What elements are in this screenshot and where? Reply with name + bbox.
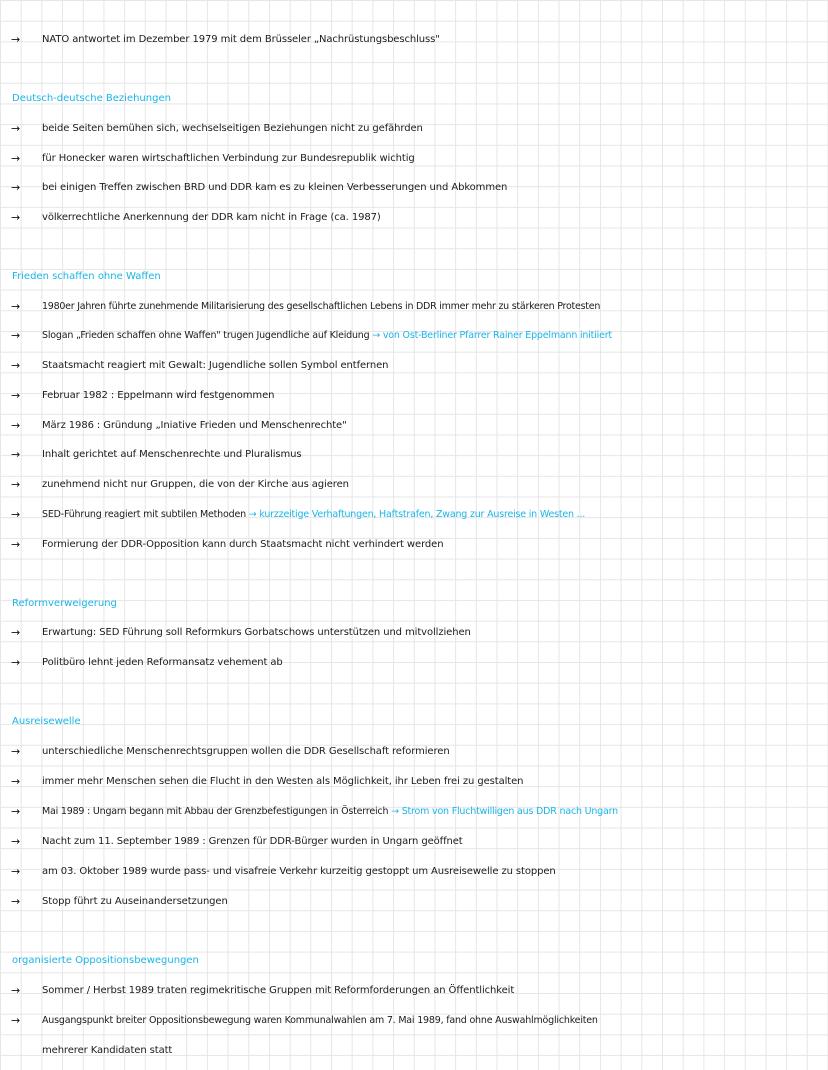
arrow-bullet-icon: →: [11, 180, 21, 194]
list-item: [0, 741, 828, 761]
arrow-bullet-icon: →: [11, 447, 21, 461]
arrow-bullet-icon: →: [11, 1013, 21, 1027]
list-item-text: unterschiedliche Menschenrechtsgruppen wollen die DDR Gesellschaft reformieren: [42, 745, 450, 757]
list-item-highlight: → kurzzeitige Verhaftungen, Haftstrafen, Zwang zur Ausreise in Westen ...: [248, 508, 586, 520]
arrow-bullet-icon: →: [11, 477, 21, 491]
section-heading-reformverweigerung: Reformverweigerung: [12, 597, 117, 609]
list-item: [0, 534, 828, 554]
list-item: [0, 148, 828, 168]
arrow-bullet-icon: →: [11, 358, 21, 372]
arrow-bullet-icon: →: [11, 774, 21, 788]
list-item-text: Stopp führt zu Auseinandersetzungen: [42, 895, 228, 907]
list-item: [0, 118, 828, 138]
arrow-bullet-icon: →: [11, 388, 21, 402]
arrow-bullet-icon: →: [11, 537, 21, 551]
list-item-main-text: SED-Führung reagiert mit subtilen Methoden: [42, 508, 246, 520]
arrow-bullet-icon: →: [11, 121, 21, 135]
list-item: [0, 622, 828, 642]
list-item: [0, 980, 828, 1000]
section-heading-organisierte-oppositionsbewegungen: organisierte Oppositionsbewegungen: [12, 954, 199, 966]
list-item-text: völkerrechtliche Anerkennung der DDR kam nicht in Frage (ca. 1987): [42, 211, 381, 223]
list-item-text: [42, 806, 618, 817]
arrow-bullet-icon: →: [11, 894, 21, 908]
list-item: [0, 385, 828, 405]
list-item-highlight: → Strom von Fluchtwilligen aus DDR nach Ungarn: [391, 805, 618, 817]
list-item-text: [42, 509, 585, 520]
list-item: [0, 1010, 828, 1030]
list-item: [0, 296, 828, 316]
list-item: [0, 891, 828, 911]
list-item-text: Ausgangspunkt breiter Oppositionsbewegung waren Kommunalwahlen am 7. Mai 1989, fand ohne Auswahlmöglichkeiten: [42, 1014, 598, 1026]
list-item-text: März 1986 : Gründung „Iniative Frieden und Menschenrechte": [42, 419, 347, 431]
arrow-bullet-icon: →: [11, 328, 21, 342]
arrow-bullet-icon: →: [11, 655, 21, 669]
list-item: [0, 444, 828, 464]
list-item-text: Februar 1982 : Eppelmann wird festgenommen: [42, 389, 275, 401]
list-item-highlight: → von Ost-Berliner Pfarrer Rainer Eppelmann initiiert: [372, 329, 612, 341]
list-item-text: Formierung der DDR-Opposition kann durch Staatsmacht nicht verhindert werden: [42, 538, 444, 550]
arrow-bullet-icon: →: [11, 32, 21, 46]
list-item-text: beide Seiten bemühen sich, wechselseitigen Beziehungen nicht zu gefährden: [42, 122, 423, 134]
list-item: [0, 831, 828, 851]
list-item-main-text: Slogan „Frieden schaffen ohne Waffen" trugen Jugendliche auf Kleidung: [42, 329, 370, 341]
list-item-text: [42, 330, 612, 341]
section-heading-frieden-schaffen: Frieden schaffen ohne Waffen: [12, 270, 161, 282]
list-item-text: NATO antwortet im Dezember 1979 mit dem Brüsseler „Nachrüstungsbeschluss": [42, 33, 440, 45]
arrow-bullet-icon: →: [11, 210, 21, 224]
list-item-continuation: [0, 1040, 828, 1060]
list-item: [0, 177, 828, 197]
arrow-bullet-icon: →: [11, 151, 21, 165]
list-item-text: 1980er Jahren führte zunehmende Militarisierung des gesellschaftlichen Lebens in DDR immer mehr zu stärkeren Protesten: [42, 300, 601, 312]
list-item-main-text: Mai 1989 : Ungarn begann mit Abbau der Grenzbefestigungen in Österreich: [42, 805, 389, 817]
list-item: [0, 355, 828, 375]
arrow-bullet-icon: →: [11, 507, 21, 521]
section-heading-ausreisewelle: Ausreisewelle: [12, 715, 81, 727]
list-item-text: zunehmend nicht nur Gruppen, die von der Kirche aus agieren: [42, 478, 349, 490]
list-item-text: Nacht zum 11. September 1989 : Grenzen für DDR-Bürger wurden in Ungarn geöffnet: [42, 835, 463, 847]
list-item-text: Inhalt gerichtet auf Menschenrechte und Pluralismus: [42, 448, 302, 460]
list-item-text: Erwartung: SED Führung soll Reformkurs Gorbatschows unterstützen und mitvollziehen: [42, 626, 471, 638]
list-item: [0, 504, 828, 524]
arrow-bullet-icon: →: [11, 804, 21, 818]
arrow-bullet-icon: →: [11, 418, 21, 432]
list-item: [0, 474, 828, 494]
list-item: [0, 771, 828, 791]
list-item: [0, 652, 828, 672]
list-item-text: mehrerer Kandidaten statt: [42, 1044, 173, 1056]
list-item: [0, 29, 828, 49]
list-item: [0, 325, 828, 345]
list-item-text: Staatsmacht reagiert mit Gewalt: Jugendliche sollen Symbol entfernen: [42, 359, 389, 371]
list-item-text: für Honecker waren wirtschaftlichen Verbindung zur Bundesrepublik wichtig: [42, 152, 415, 164]
section-heading-deutsch-deutsche-beziehungen: Deutsch-deutsche Beziehungen: [12, 92, 171, 104]
list-item: [0, 861, 828, 881]
list-item: [0, 415, 828, 435]
list-item-text: Sommer / Herbst 1989 traten regimekritische Gruppen mit Reformforderungen an Öffentlichkeit: [42, 984, 515, 996]
arrow-bullet-icon: →: [11, 983, 21, 997]
arrow-bullet-icon: →: [11, 299, 20, 313]
arrow-bullet-icon: →: [11, 834, 21, 848]
list-item: [0, 207, 828, 227]
list-item-text: Politbüro lehnt jeden Reformansatz vehement ab: [42, 656, 283, 668]
arrow-bullet-icon: →: [11, 625, 21, 639]
list-item-text: bei einigen Treffen zwischen BRD und DDR kam es zu kleinen Verbesserungen und Abkommen: [42, 181, 508, 193]
list-item-text: immer mehr Menschen sehen die Flucht in den Westen als Möglichkeit, ihr Leben frei zu gestalten: [42, 775, 524, 787]
list-item-text: am 03. Oktober 1989 wurde pass- und visafreie Verkehr kurzeitig gestoppt um Ausreisewelle zu stoppen: [42, 865, 556, 877]
list-item: [0, 801, 828, 821]
arrow-bullet-icon: →: [11, 744, 21, 758]
arrow-bullet-icon: →: [11, 864, 21, 878]
